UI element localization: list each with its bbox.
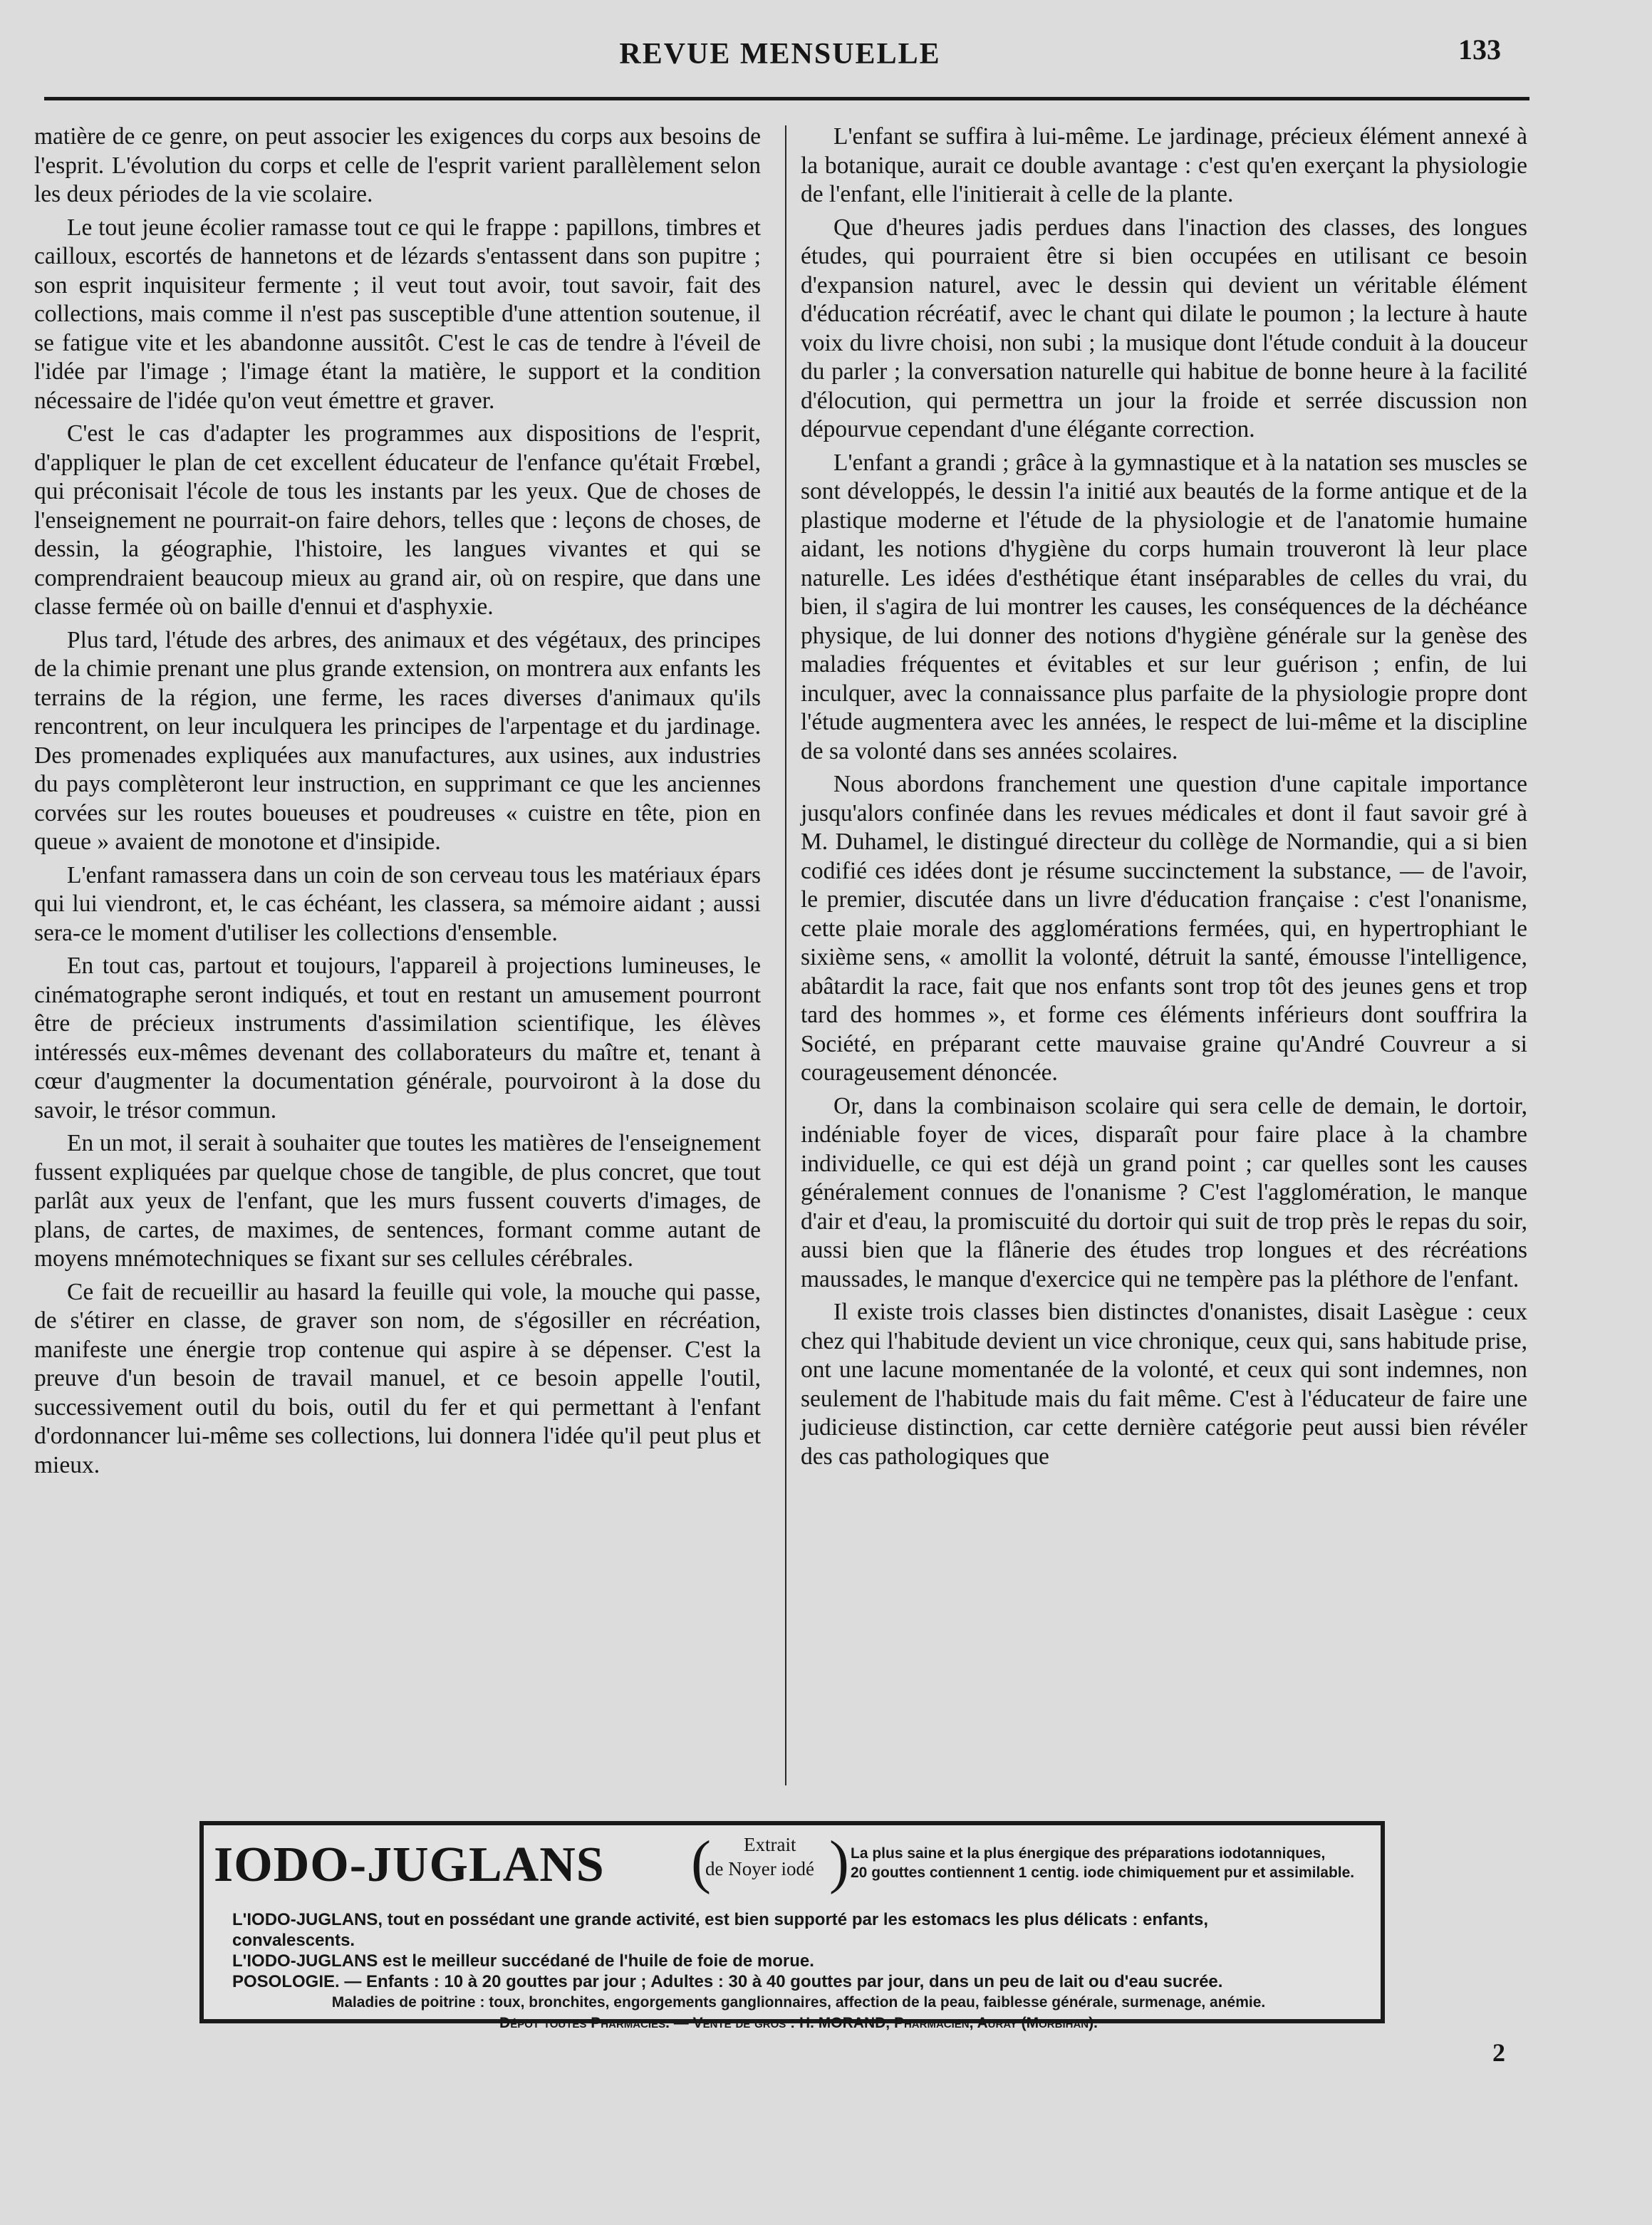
paragraph: En un mot, il serait à souhaiter que toutes les matières de l'enseignement fussent expliquées par quelque chose de tangible, de plus concret, que tout parlât aux yeux de l'enfant, que les murs fussent couverts d'images, de plans, de cartes, de maximes, de sentences, formant comme autant de moyens mnémotechniques se fixant sur ses cellules cérébrales. — [34, 1130, 761, 1272]
left-column — [34, 123, 761, 1484]
paragraph: Nous abordons franchement une question d'une capitale importance jusqu'alors confinée dans les revues médicales et dont il faut savoir gré à M. Duhamel, le distingué directeur du collège de Normandie, qui a si bien codifié ces idées dont je résume succinctement la substance, — de l'avoir, le premier, discutée dans un livre d'éducation française : c'est l'onanisme, cette plaie morale des agglomérations fermées, qui, en hypertrophiant le sixième sens, « amollit la volonté, détruit la santé, émousse l'intelligence, abâtardit la race, fait que nos enfants sont trop tôt des jeunes gens et trop tard des hommes », et forme ces éléments inférieurs dont souffrira la Société, en préparant cette mauvaise graine qu'André Couvreur a si courageusement dénoncée. — [801, 771, 1527, 1086]
ad-line: L'IODO-JUGLANS est le meilleur succédané de l'huile de foie de morue. — [232, 1951, 814, 1971]
ad-tagline-line: 20 gouttes contiennent 1 centig. iode chimiquement pur et assimilable. — [851, 1864, 1355, 1881]
ad-line: Maladies de poitrine : toux, bronchites, engorgements ganglionnaires, affection de la peau, faiblesse générale, surmenage, anémie. — [331, 1994, 1266, 2011]
right-column — [801, 123, 1527, 1475]
paragraph: L'enfant a grandi ; grâce à la gymnastique et à la natation ses muscles se sont développés, le dessin l'a initié aux beautés de la forme antique et de la plastique moderne et l'étude de la physiologie et de l'anatomie humaine aidant, les notions d'hygiène du corps humain trouveront là leur place naturelle. Les idées d'esthétique étant inséparables de celles du vrai, du bien, il s'agira de lui montrer les causes, les conséquences de la déchéance physique, de lui donner des notions d'hygiène générale sur la genèse des maladies fréquentes et évitables et sur leur guérison ; enfin, de lui inculquer, avec la connaissance plus parfaite de la physiologie propre dont l'étude augmentera avec les années, le respect de lui-même et la discipline de sa volonté dans ses années scolaires. — [801, 449, 1527, 764]
paragraph: Ce fait de recueillir au hasard la feuille qui vole, la mouche qui passe, de s'étirer en classe, de graver son nom, de s'égosiller en récréation, manifeste une énergie trop contenue qui aspire à se dépenser. C'est la preuve d'un besoin de travail manuel, et ce besoin appelle l'outil, successivement outil du bois, outil du fer et qui permettant à l'enfant d'ordonnancer lui-même ses collections, lui donnera l'idée qu'il peut plus et mieux. — [34, 1278, 761, 1478]
ad-tagline-line: La plus saine et la plus énergique des préparations iodotanniques, — [851, 1845, 1326, 1862]
paragraph: Plus tard, l'étude des arbres, des animaux et des végétaux, des principes de la chimie prenant une plus grande extension, on montrera aux enfants les terrains de la région, une ferme, les races diverses d'animaux qu'ils rencontrent, on leur inculquera les principes de l'arpentage et du jardinage. Des promenades expliquées aux manufactures, aux usines, aux industries du pays complèteront leur instruction, en supprimant ce que les anciennes corvées sur les routes boueuses et poudreuses « cuistre en tête, pion en queue » avaient de monotone et d'insipide. — [34, 626, 761, 855]
ad-line: POSOLOGIE. — Enfants : 10 à 20 gouttes par jour ; Adultes : 30 à 40 gouttes par jour, dans un peu de lait ou d'eau sucrée. — [232, 1972, 1223, 1991]
paragraph: Il existe trois classes bien distinctes d'onanistes, disait Lasègue : ceux chez qui l'habitude devient un vice chronique, ceux qui, sans habitude prise, ont une lacune momentanée de la volonté, et ceux qui sont indemnes, non seulement de l'habitude mais du fait même. C'est à l'éducateur de faire une judicieuse distinction, car cette dernière catégorie peut aussi bien révéler des cas pathologiques que — [801, 1299, 1527, 1470]
paragraph: En tout cas, partout et toujours, l'appareil à projections lumineuses, le cinématographe seront indiqués, et tout en restant un amusement pourront être de précieux instruments d'assimilation scientifique, les élèves intéressés eux-mêmes devenant des collaborateurs du maître et, tenant à cœur d'augmenter la documentation générale, pourvoiront à la dose du savoir, le trésor commun. — [34, 953, 761, 1124]
ad-open-paren: ( — [691, 1829, 711, 1895]
running-title: REVUE MENSUELLE — [619, 38, 941, 71]
ad-tagline — [851, 1844, 1378, 1882]
ad-line: convalescents. — [232, 1931, 355, 1950]
paragraph: L'enfant se suffira à lui-même. Le jardinage, précieux élément annexé à la botanique, aurait ce double avantage : c'est qu'en exerçant la physiologie de l'enfant, elle l'initierait à celle de la plante. — [801, 123, 1527, 207]
header-rule — [44, 97, 1529, 100]
paragraph: L'enfant ramassera dans un coin de son cerveau tous les matériaux épars qui lui viendront, et, le cas échéant, les classera, sa mémoire aidant ; aussi sera-ce le moment d'utiliser les collections d'ensemble. — [34, 861, 761, 946]
ad-subtitle — [705, 1832, 833, 1881]
ad-subtitle-line: Extrait — [744, 1834, 796, 1855]
paragraph: C'est le cas d'adapter les programmes aux dispositions de l'esprit, d'appliquer le plan de cet excellent éducateur de l'enfance qu'était Frœbel, qui préconisait l'école de tous les instants par les yeux. Que de choses de l'enseignement ne pourrait-on faire dehors, telles que : leçons de choses, de dessin, la géographie, l'histoire, les langues vivantes et qui se comprendraient beaucoup mieux au grand air, où on respire, que dans une classe fermée où on baille d'ennui et d'asphyxie. — [34, 420, 761, 620]
ad-line: Dépot toutes Pharmacies. — Vente de gros : H. MORAND, Pharmacien, Auray (Morbihan). — [499, 2015, 1098, 2031]
advertisement-box — [199, 1821, 1385, 2031]
signature-mark: 2 — [1492, 2038, 1505, 2067]
ad-close-paren: ) — [829, 1829, 849, 1895]
paragraph: Que d'heures jadis perdues dans l'inaction des classes, des longues études, qui pourraient être si bien occupées en utilisant ce besoin d'expansion naturel, avec le dessin qui devient un véritable élément d'éducation récréatif, avec le chant qui dilate le poumon ; la lecture à haute voix du livre choisi, non subi ; la musique dont l'étude conduit à la douceur du parler ; la conversation naturelle qui habitue de bonne heure à la facilité d'élocution, qui permettra un jour la froide et serrée discussion non dépourvue cependant d'une élégante correction. — [801, 214, 1527, 442]
ad-body — [232, 1909, 1365, 2033]
column-divider — [785, 125, 786, 1785]
page-number: 133 — [1458, 33, 1501, 66]
paragraph: Le tout jeune écolier ramasse tout ce qui le frappe : papillons, timbres et cailloux, escortés de hannetons et de lézards s'entassent dans son pupitre ; son esprit inquisiteur fermente ; il veut tout avoir, tout savoir, fait des collections, mais comme il n'est pas susceptible d'une attention soutenue, il se fatigue vite et les abandonne aussitôt. C'est le cas de tendre à l'éveil de l'idée par l'image ; l'image étant la matière, le support et la condition nécessaire de l'idée qu'on veut émettre et graver. — [34, 214, 761, 414]
ad-line: L'IODO-JUGLANS, tout en possédant une grande activité, est bien supporté par les estomacs les plus délicats : enfants, — [232, 1910, 1209, 1929]
ad-subtitle-line: de Noyer iodé — [705, 1858, 814, 1879]
paragraph: Or, dans la combinaison scolaire qui sera celle de demain, le dortoir, indéniable foyer de vices, disparaît pour faire place à la chambre individuelle, ce qui est déjà un grand point ; car quelles sont les causes généralement connues de l'onanisme ? C'est l'agglomération, le manque d'air et d'eau, la promiscuité du dortoir qui suit de trop près le repas du soir, aussi bien que la flânerie des études trop longues et des récréations maussades, le manque d'exercice qui ne tempère pas la pléthore de l'enfant. — [801, 1092, 1527, 1292]
paragraph: matière de ce genre, on peut associer les exigences du corps aux besoins de l'esprit. L'évolution du corps et celle de l'esprit varient parallèlement selon les deux périodes de la vie scolaire. — [34, 123, 761, 207]
ad-brand-name: IODO-JUGLANS — [214, 1837, 605, 1892]
